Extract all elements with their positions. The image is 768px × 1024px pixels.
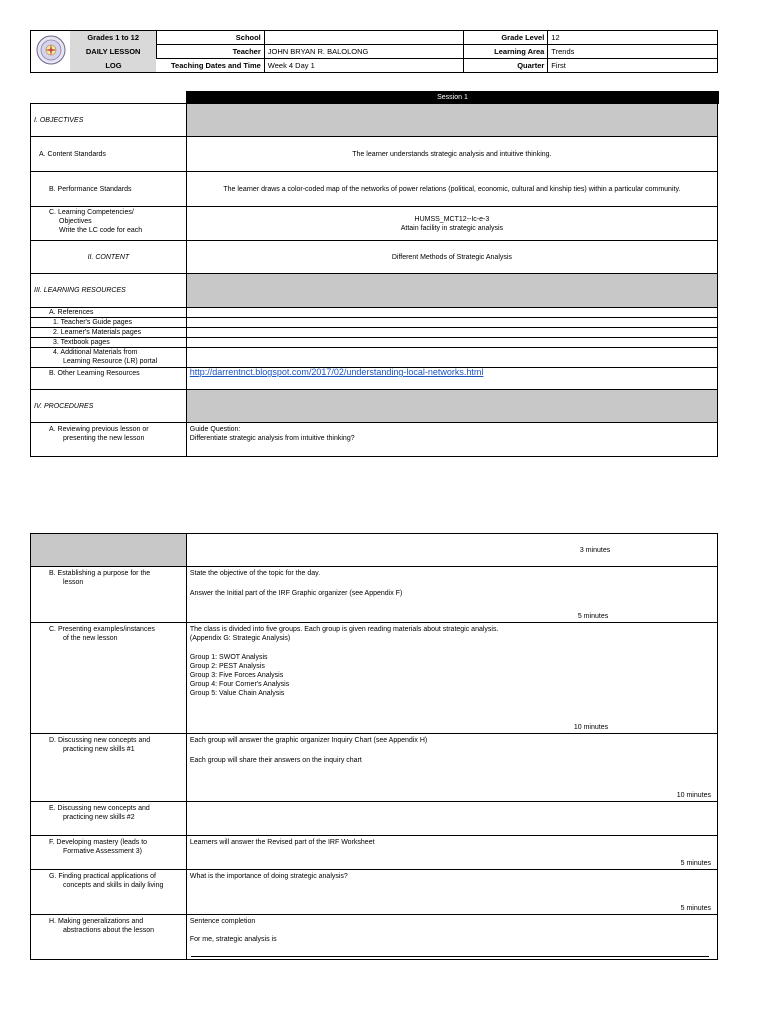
additional-line-2: Learning Resource (LR) portal (63, 358, 158, 365)
procedure-f-text: Learners will answer the Revised part of the IRF Worksheet (189, 839, 375, 846)
procedure-b-minutes: 5 minutes (577, 613, 609, 620)
answer-line (191, 956, 709, 957)
log-title-line-3 (70, 59, 264, 73)
teaching-dates-value: Week 4 Day 1 (264, 59, 464, 73)
procedure-h-value (186, 915, 717, 960)
grade-level-label: Grade Level (464, 31, 548, 45)
teacher-label: Teacher (156, 45, 264, 59)
procedures-heading: IV. PROCEDURES (31, 390, 187, 423)
additional-materials-value (186, 348, 717, 368)
procedure-e-label (31, 802, 187, 836)
procedure-c-label (31, 623, 187, 734)
teaching-dates-label: Teaching Dates and Time (156, 59, 263, 72)
procedure-d-line-2: practicing new skills #1 (63, 746, 135, 753)
deped-seal-icon (36, 35, 66, 65)
learners-materials-value (186, 328, 717, 338)
continued-value (186, 534, 717, 567)
learning-resources-gray-cell (186, 274, 717, 308)
procedure-f-line-1: F. Developing mastery (leads to (49, 839, 148, 846)
continued-minutes: 3 minutes (579, 547, 611, 554)
procedure-b-line-2: lesson (63, 579, 84, 586)
header-table (30, 30, 718, 73)
content-standards-value: The learner understands strategic analysis and intuitive thinking. (186, 137, 717, 172)
school-value (264, 31, 464, 45)
procedure-g-line-2: concepts and skills in daily living (63, 882, 164, 889)
other-resources-link[interactable]: http://darrentnct.blogspot.com/2017/02/understanding-local-networks.html (189, 367, 484, 377)
objectives-gray-cell (186, 104, 717, 137)
logo-cell (31, 31, 71, 73)
additional-materials-label (31, 348, 187, 368)
procedure-a-label (31, 423, 187, 457)
procedure-b-label (31, 567, 187, 623)
procedure-g-value (186, 870, 717, 915)
procedure-e-line-2: practicing new skills #2 (63, 814, 135, 821)
log-title-line-1: Grades 1 to 12 (70, 31, 156, 45)
procedure-f-minutes: 5 minutes (680, 860, 711, 867)
procedure-b-text-2: Answer the Initial part of the IRF Graphic organizer (see Appendix F) (189, 590, 403, 597)
other-resources-value (186, 368, 717, 390)
procedure-e-line-1: E. Discussing new concepts and (49, 805, 150, 812)
group-5: Group 5: Value Chain Analysis (189, 690, 285, 697)
procedure-d-minutes: 10 minutes (676, 792, 711, 799)
procedure-d-line-1: D. Discussing new concepts and (49, 737, 151, 744)
procedure-g-line-1: G. Finding practical applications of (49, 873, 156, 880)
procedure-g-label (31, 870, 187, 915)
teacher-value: JOHN BRYAN R. BALOLONG (264, 45, 464, 59)
performance-standards-value: The learner draws a color-coded map of the networks of power relations (political, economic, cultural and kinship ties) within a particular community. (186, 172, 717, 207)
procedure-e-value (186, 802, 717, 836)
performance-standards-label: B. Performance Standards (31, 172, 187, 207)
lesson-table-page-2 (30, 533, 718, 960)
lc-code: HUMSS_MCT12--Ic-e-3 (414, 215, 490, 223)
additional-line-1: 4. Additional Materials from (53, 349, 138, 356)
content-value: Different Methods of Strategic Analysis (186, 241, 717, 274)
teachers-guide-label: 1. Teacher's Guide pages (31, 318, 187, 328)
learning-area-value: Trends (548, 45, 718, 59)
learners-materials-label: 2. Learner's Materials pages (31, 328, 187, 338)
procedure-c-line-1: C. Presenting examples/instances (49, 626, 155, 633)
learning-competencies-label (31, 207, 187, 241)
procedure-h-text-2: For me, strategic analysis is (189, 936, 277, 943)
group-1: Group 1: SWOT Analysis (189, 654, 268, 661)
procedure-c-value (186, 623, 717, 734)
procedure-a-line-1: A. Reviewing previous lesson or (49, 426, 149, 433)
procedure-d-value (186, 734, 717, 802)
references-label: A. References (31, 308, 187, 318)
content-standards-label: A. Content Standards (31, 137, 187, 172)
procedure-d-text-1: Each group will answer the graphic organizer Inquiry Chart (see Appendix H) (189, 737, 428, 744)
learning-resources-heading: III. LEARNING RESOURCES (31, 274, 187, 308)
school-label: School (156, 31, 264, 45)
procedure-f-label (31, 836, 187, 870)
procedure-h-line-1: H. Making generalizations and (49, 918, 144, 925)
group-4: Group 4: Four Corner's Analysis (189, 681, 290, 688)
procedure-d-text-2: Each group will share their answers on the inquiry chart (189, 757, 362, 764)
procedure-d-label (31, 734, 187, 802)
competencies-line-1: C. Learning Competencies/ (49, 209, 134, 216)
procedure-c-line-2: of the new lesson (63, 635, 118, 642)
session-header: Session 1 (186, 91, 719, 104)
guide-question-text: Differentiate strategic analysis from intuitive thinking? (189, 435, 355, 442)
quarter-value: First (548, 59, 718, 73)
procedure-h-text-1: Sentence completion (189, 918, 256, 925)
procedure-b-value (186, 567, 717, 623)
lesson-table-page-1 (30, 103, 718, 457)
procedure-g-minutes: 5 minutes (680, 905, 711, 912)
guide-question-label: Guide Question: (189, 426, 241, 433)
log-title-text: LOG (105, 61, 122, 70)
procedure-b-line-1: B. Establishing a purpose for the (49, 570, 151, 577)
other-resources-label: B. Other Learning Resources (31, 368, 187, 390)
competencies-line-2: Objectives (59, 218, 92, 225)
textbook-label: 3. Textbook pages (31, 338, 187, 348)
log-title-line-2: DAILY LESSON (70, 45, 156, 59)
procedure-f-line-2: Formative Assessment 3) (63, 848, 142, 855)
competencies-line-3: Write the LC code for each (59, 227, 143, 234)
content-heading: II. CONTENT (31, 241, 187, 274)
group-2: Group 2: PEST Analysis (189, 663, 265, 670)
learning-competencies-value (186, 207, 717, 241)
learning-area-label: Learning Area (464, 45, 548, 59)
procedure-g-text: What is the importance of doing strategic analysis? (189, 873, 348, 880)
group-3: Group 3: Five Forces Analysis (189, 672, 284, 679)
procedure-a-value (186, 423, 717, 457)
procedure-c-text-2: (Appendix G: Strategic Analysis) (189, 635, 291, 642)
references-value (186, 308, 717, 318)
continued-gray-cell (31, 534, 187, 567)
procedure-b-text-1: State the objective of the topic for the day. (189, 570, 321, 577)
procedures-gray-cell (186, 390, 717, 423)
procedure-c-minutes: 10 minutes (573, 724, 609, 731)
procedure-f-value (186, 836, 717, 870)
objectives-heading: I. OBJECTIVES (31, 104, 187, 137)
procedure-a-line-2: presenting the new lesson (63, 435, 145, 442)
lc-objective: Attain facility in strategic analysis (400, 224, 504, 232)
teachers-guide-value (186, 318, 717, 328)
quarter-label: Quarter (464, 59, 548, 73)
procedure-h-label (31, 915, 187, 960)
procedure-h-line-2: abstractions about the lesson (63, 927, 155, 934)
textbook-value (186, 338, 717, 348)
procedure-c-text-1: The class is divided into five groups. Each group is given reading materials about strategic analysis. (189, 626, 499, 633)
grade-level-value: 12 (548, 31, 718, 45)
